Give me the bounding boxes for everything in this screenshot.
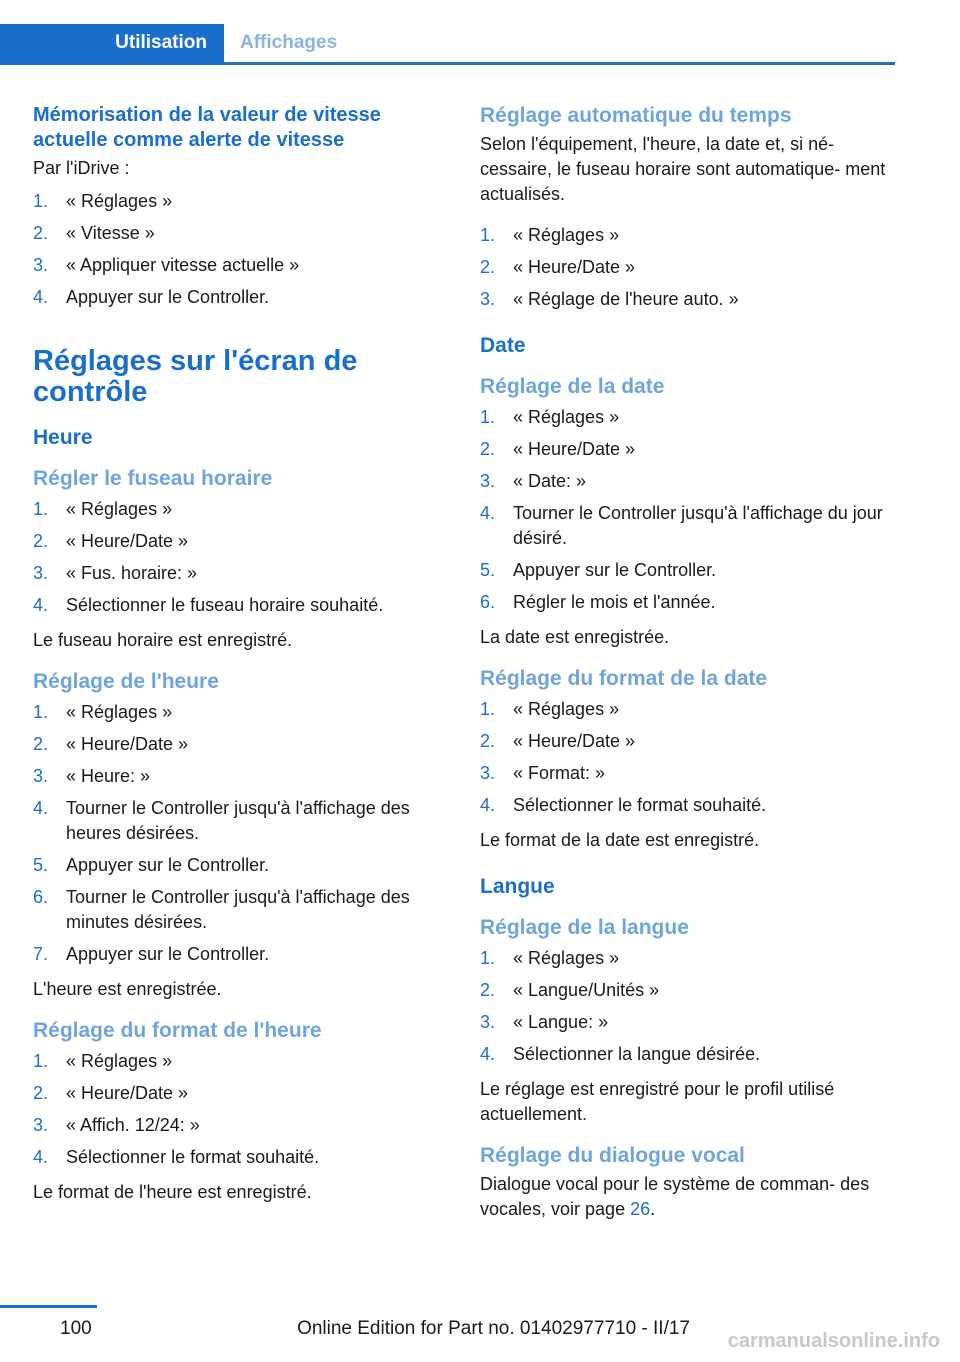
list-item-text: Appuyer sur le Controller.: [66, 855, 270, 875]
list-item-text: Sélectionner le format souhaité.: [66, 1147, 320, 1167]
speed-steps-list: [33, 189, 438, 310]
list-item: [480, 1010, 900, 1035]
list-item: [33, 253, 438, 278]
list-item: [480, 223, 900, 248]
date-setting-heading: Réglage de la date: [480, 375, 665, 398]
list-item-text: « Langue/Unités »: [513, 980, 660, 1000]
watermark: carmanualsonline.info: [727, 1330, 940, 1352]
list-item-text: Sélectionner le format souhaité.: [513, 795, 767, 815]
list-item: [480, 287, 900, 312]
list-item: [480, 501, 900, 551]
list-item: [33, 1145, 438, 1170]
fuseau-steps-list: [33, 497, 438, 618]
list-item: [33, 221, 438, 246]
auto-time-heading: Réglage automatique du temps: [480, 104, 792, 127]
list-number: 5.: [480, 560, 496, 580]
list-item: [33, 529, 438, 554]
fuseau-result: Le fuseau horaire est enregistré.: [33, 630, 293, 650]
list-number: 2.: [480, 731, 496, 751]
list-item: [480, 946, 900, 971]
list-item-text: Appuyer sur le Controller.: [66, 944, 270, 964]
list-number: 3.: [480, 471, 496, 491]
list-item-text: « Langue: »: [513, 1012, 609, 1032]
list-number: 1.: [480, 407, 496, 427]
list-number: 3.: [480, 1012, 496, 1032]
list-item-text: « Réglages »: [513, 225, 620, 245]
list-item-text: « Heure: »: [66, 766, 151, 786]
list-item: [33, 593, 438, 618]
list-item: [33, 561, 438, 586]
tab-utilisation[interactable]: Utilisation: [0, 24, 224, 62]
list-item-text: Tourner le Controller jusqu'à l'affichage du jour désiré.: [513, 503, 883, 548]
list-item-text: « Fus. horaire: »: [66, 563, 198, 583]
list-item: [33, 700, 438, 725]
list-item-text: « Vitesse »: [66, 223, 155, 243]
list-item: [480, 590, 900, 615]
list-number: 1.: [33, 1051, 49, 1071]
list-item-text: « Réglages »: [66, 1051, 173, 1071]
list-item-text: Tourner le Controller jusqu'à l'affichage des minutes désirées.: [66, 887, 410, 932]
list-number: 2.: [480, 257, 496, 277]
format-date-result: Le format de la date est enregistré.: [480, 830, 760, 850]
list-number: 4.: [33, 1147, 49, 1167]
list-item: [480, 1042, 900, 1067]
vocal-paragraph: [480, 1172, 900, 1222]
list-item: [33, 1113, 438, 1138]
list-item-text: Appuyer sur le Controller.: [513, 560, 717, 580]
list-number: 7.: [33, 944, 49, 964]
langue-heading: Langue: [480, 875, 555, 898]
list-item-text: « Heure/Date »: [513, 439, 636, 459]
list-item: [480, 469, 900, 494]
list-number: 3.: [480, 289, 496, 309]
langue-result: Le réglage est enregistré pour le profil utilisé actuellement.: [480, 1079, 835, 1124]
list-item-text: « Heure/Date »: [513, 257, 636, 277]
list-item-text: Tourner le Controller jusqu'à l'affichage des heures désirées.: [66, 798, 410, 843]
list-item-text: « Réglages »: [513, 699, 620, 719]
format-heure-heading: Réglage du format de l'heure: [33, 1019, 322, 1042]
list-number: 2.: [33, 1083, 49, 1103]
list-number: 2.: [480, 980, 496, 1000]
footer-rule: [0, 1305, 97, 1308]
list-item-text: « Réglages »: [66, 499, 173, 519]
list-number: 4.: [33, 798, 49, 818]
vocal-end: .: [650, 1199, 656, 1219]
list-number: 4.: [33, 287, 49, 307]
list-number: 3.: [33, 563, 49, 583]
list-item-text: « Date: »: [513, 471, 587, 491]
langue-setting-heading: Réglage de la langue: [480, 916, 689, 939]
list-item-text: « Réglage de l'heure auto. »: [513, 289, 739, 309]
list-item: [33, 189, 438, 214]
idrive-paragraph: Par l'iDrive :: [33, 158, 130, 178]
list-item-text: Sélectionner la langue désirée.: [513, 1044, 761, 1064]
format-heure-steps-list: [33, 1049, 438, 1170]
list-item-text: Régler le mois et l'année.: [513, 592, 716, 612]
list-item: [480, 697, 900, 722]
list-item-text: « Réglages »: [66, 702, 173, 722]
auto-time-paragraph: Selon l'équipement, l'heure, la date et, si né- cessaire, le fuseau horaire sont automatique- ment actualisés.: [480, 134, 886, 204]
list-item: [33, 942, 438, 967]
page-link[interactable]: 26: [630, 1199, 651, 1219]
list-number: 2.: [33, 223, 49, 243]
date-steps-list: [480, 405, 900, 615]
list-item: [33, 285, 438, 310]
list-item-text: Appuyer sur le Controller.: [66, 287, 270, 307]
list-number: 4.: [480, 795, 496, 815]
list-number: 6.: [33, 887, 49, 907]
list-number: 3.: [33, 255, 49, 275]
heure-result: L'heure est enregistrée.: [33, 979, 222, 999]
list-item-text: « Heure/Date »: [66, 734, 189, 754]
list-number: 2.: [33, 531, 49, 551]
list-number: 4.: [480, 503, 496, 523]
list-item-text: « Heure/Date »: [66, 531, 189, 551]
list-item: [33, 1049, 438, 1074]
vocal-heading: Réglage du dialogue vocal: [480, 1144, 745, 1167]
list-number: 6.: [480, 592, 496, 612]
right-column: [480, 103, 900, 1230]
list-number: 4.: [480, 1044, 496, 1064]
vocal-text: Dialogue vocal pour le système de comman- des vocales, voir page: [480, 1174, 870, 1219]
list-item-text: « Affich. 12/24: »: [66, 1115, 200, 1135]
fuseau-heading: Régler le fuseau horaire: [33, 467, 273, 490]
list-item-text: « Heure/Date »: [513, 731, 636, 751]
list-item: [33, 764, 438, 789]
list-item-text: « Appliquer vitesse actuelle »: [66, 255, 300, 275]
format-date-heading: Réglage du format de la date: [480, 667, 768, 690]
list-number: 1.: [33, 702, 49, 722]
auto-steps-list: [480, 223, 900, 312]
list-number: 4.: [33, 595, 49, 615]
format-heure-result: Le format de l'heure est enregistré.: [33, 1182, 312, 1202]
edition-text: Online Edition for Part no. 01402977710 - II/17: [297, 1318, 690, 1339]
list-item: [33, 497, 438, 522]
page-number: 100: [60, 1318, 92, 1339]
list-item: [480, 558, 900, 583]
langue-steps-list: [480, 946, 900, 1067]
list-item: [33, 885, 438, 935]
date-heading: Date: [480, 334, 526, 357]
heure-heading: Heure: [33, 426, 93, 449]
list-number: 5.: [33, 855, 49, 875]
speed-alert-heading: Mémorisation de la valeur de vitesse actuelle comme alerte de vitesse: [33, 104, 381, 151]
list-number: 1.: [480, 225, 496, 245]
list-number: 3.: [480, 763, 496, 783]
list-item: [480, 978, 900, 1003]
list-item: [480, 255, 900, 280]
list-item-text: « Réglages »: [513, 948, 620, 968]
list-number: 3.: [33, 766, 49, 786]
left-column: [33, 103, 438, 1213]
list-item: [33, 853, 438, 878]
header-tabbar: [0, 24, 895, 65]
list-number: 3.: [33, 1115, 49, 1135]
list-item: [480, 729, 900, 754]
list-item: [480, 793, 900, 818]
list-item-text: « Heure/Date »: [66, 1083, 189, 1103]
list-item-text: Sélectionner le fuseau horaire souhaité.: [66, 595, 384, 615]
heure-setting-heading: Réglage de l'heure: [33, 670, 219, 693]
list-number: 2.: [33, 734, 49, 754]
format-date-steps-list: [480, 697, 900, 818]
tab-affichages[interactable]: Affichages: [240, 32, 338, 53]
list-item-text: « Réglages »: [513, 407, 620, 427]
list-item: [480, 761, 900, 786]
list-item-text: « Réglages »: [66, 191, 173, 211]
list-item: [33, 1081, 438, 1106]
list-item: [480, 405, 900, 430]
section-title: Réglages sur l'écran de contrôle: [33, 345, 358, 408]
date-result: La date est enregistrée.: [480, 627, 670, 647]
list-number: 1.: [33, 191, 49, 211]
list-number: 1.: [480, 699, 496, 719]
list-item: [480, 437, 900, 462]
list-item: [33, 796, 438, 846]
list-item: [33, 732, 438, 757]
list-number: 1.: [33, 499, 49, 519]
list-item-text: « Format: »: [513, 763, 606, 783]
list-number: 2.: [480, 439, 496, 459]
heure-steps-list: [33, 700, 438, 967]
list-number: 1.: [480, 948, 496, 968]
